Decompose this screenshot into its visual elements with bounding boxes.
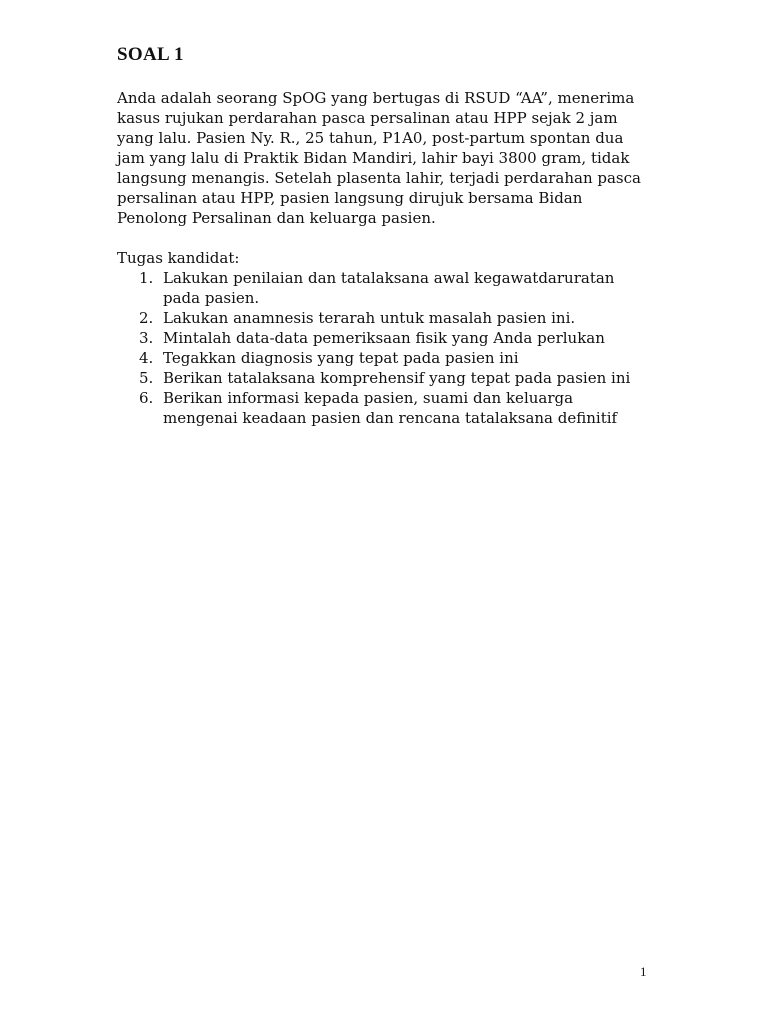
- list-item-number: 5.: [139, 369, 154, 387]
- list-item-number: 2.: [139, 309, 154, 327]
- case-line: Penolong Persalinan dan keluarga pasien.: [117, 209, 436, 227]
- case-line: Anda adalah seorang SpOG yang bertugas di RSUD “AA”, menerima: [117, 89, 635, 107]
- list-item-text: Mintalah data-data pemeriksaan fisik yang Anda perlukan: [163, 329, 605, 347]
- case-line: jam yang lalu di Praktik Bidan Mandiri, lahir bayi 3800 gram, tidak: [117, 149, 630, 167]
- list-item-text: Berikan tatalaksana komprehensif yang tepat pada pasien ini: [163, 369, 631, 387]
- list-item-text: Berikan informasi kepada pasien, suami dan keluarga: [163, 389, 574, 407]
- list-item-number: 4.: [139, 349, 154, 367]
- list-item-text: mengenai keadaan pasien dan rencana tatalaksana definitif: [163, 409, 618, 427]
- list-item: [117, 388, 657, 428]
- list-item: [117, 308, 657, 328]
- tasks-heading: Tugas kandidat:: [117, 249, 240, 267]
- list-item-number: 6.: [139, 389, 154, 407]
- task-list: [117, 268, 657, 428]
- case-line: yang lalu. Pasien Ny. R., 25 tahun, P1A0, post-partum spontan dua: [117, 129, 624, 147]
- list-item-text: Lakukan anamnesis terarah untuk masalah pasien ini.: [163, 309, 576, 327]
- case-line: kasus rujukan perdarahan pasca persalinan atau HPP sejak 2 jam: [117, 109, 618, 127]
- list-item: [117, 328, 657, 348]
- page-number: 1: [640, 964, 647, 979]
- case-line: langsung menangis. Setelah plasenta lahir, terjadi perdarahan pasca: [117, 169, 641, 187]
- page-title: SOAL 1: [117, 44, 184, 65]
- list-item: [117, 368, 657, 388]
- list-item-number: 3.: [139, 329, 154, 347]
- list-item-text: pada pasien.: [163, 289, 260, 307]
- list-item-text: Tegakkan diagnosis yang tepat pada pasien ini: [163, 349, 519, 367]
- case-line: persalinan atau HPP, pasien langsung dirujuk bersama Bidan: [117, 189, 583, 207]
- list-item-number: 1.: [139, 269, 154, 287]
- list-item-text: Lakukan penilaian dan tatalaksana awal kegawatdaruratan: [163, 269, 615, 287]
- list-item: [117, 348, 657, 368]
- list-item: [117, 268, 657, 308]
- case-paragraph: [117, 88, 657, 228]
